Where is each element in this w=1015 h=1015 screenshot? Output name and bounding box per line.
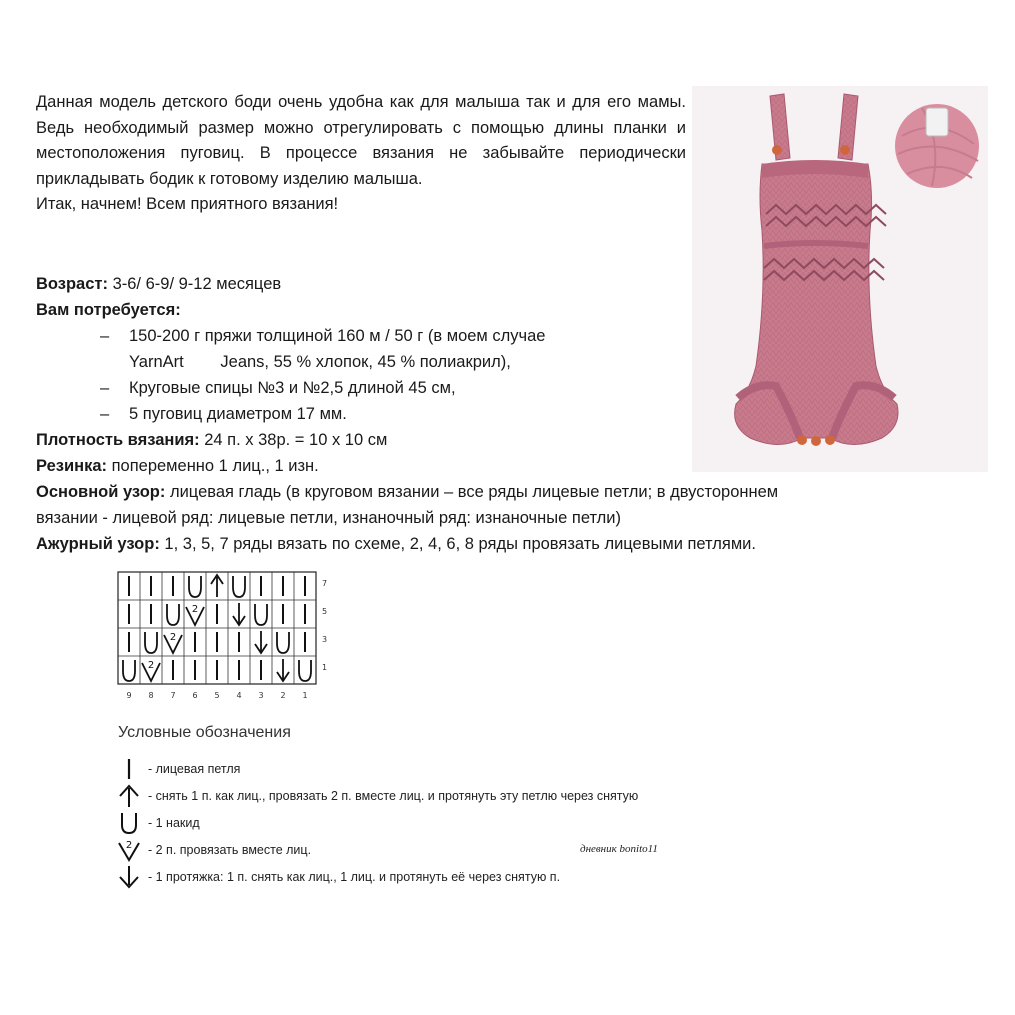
column-number: 3 xyxy=(258,691,264,700)
row-number: 1 xyxy=(322,663,328,672)
dash-marker: – xyxy=(100,405,110,423)
lace-chart xyxy=(112,568,352,705)
button xyxy=(797,435,807,445)
column-number: 4 xyxy=(236,691,242,700)
legend-text: - 2 п. провязать вместе лиц. xyxy=(148,843,312,857)
column-number: 5 xyxy=(214,691,220,700)
column-number: 1 xyxy=(302,691,308,700)
main-pattern-label: Основной узор: xyxy=(36,483,166,501)
dash-marker: – xyxy=(100,327,110,345)
chart-cell-k2tog xyxy=(186,604,204,625)
list-item: – 5 пуговиц диаметром 17 мм. xyxy=(36,401,986,427)
row-number: 5 xyxy=(322,607,328,616)
chart-cell-yo xyxy=(233,576,245,597)
density-label: Плотность вязания: xyxy=(36,431,200,449)
bodysuit-illustration xyxy=(692,86,988,472)
lace-chart-grid xyxy=(112,568,352,700)
intro-greeting: Итак, начнем! Всем приятного вязания! xyxy=(36,195,339,213)
list-item: YarnArt Jeans, 55 % хлопок, 45 % полиакрил), xyxy=(129,353,511,371)
chart-cell-yo xyxy=(167,604,179,625)
rib-label: Резинка: xyxy=(36,457,108,475)
chart-cell-yo xyxy=(277,632,289,653)
yarn-over-icon xyxy=(116,810,142,836)
svg-text:2: 2 xyxy=(169,632,177,643)
row-number: 7 xyxy=(322,579,328,588)
signature: дневник bonito11 xyxy=(580,843,658,855)
main-pattern-value-2: вязании - лицевой ряд: лицевые петли, изнаночный ряд: изнаночные петли) xyxy=(36,509,621,527)
legend-text: - 1 накид xyxy=(148,816,200,830)
main-pattern-row xyxy=(36,479,986,505)
list-item: – 150-200 г пряжи толщиной 160 м / 50 г (в моем случае xyxy=(36,323,986,349)
bodysuit-photo xyxy=(692,86,988,472)
button xyxy=(825,435,835,445)
svg-text:2: 2 xyxy=(191,604,199,615)
chart-cell-ssk xyxy=(277,659,289,681)
column-number: 6 xyxy=(192,691,198,700)
chart-cell-yo xyxy=(299,660,311,681)
chart-cell-yo xyxy=(255,604,267,625)
chart-cell-ssk xyxy=(255,631,267,653)
materials-label: Вам потребуется: xyxy=(36,301,181,319)
rib-value: попеременно 1 лиц., 1 изн. xyxy=(107,457,319,475)
column-number: 2 xyxy=(280,691,286,700)
svg-text:2: 2 xyxy=(125,840,133,851)
age-label: Возраст: xyxy=(36,275,108,293)
column-number: 8 xyxy=(148,691,154,700)
button xyxy=(811,436,821,446)
intro-paragraph: Данная модель детского боди очень удобна как для малыша так и для его мамы. Ведь необходимый размер можно отрегулировать с помощью длины планки и местоположения пуговиц. В процессе вязания не забывайте периодически прикладывать бодик к готовому изделию малыша. xyxy=(36,93,686,188)
chart-cell-ssk xyxy=(233,603,245,625)
density-value: 24 п. х 38р. = 10 х 10 см xyxy=(199,431,388,449)
button xyxy=(840,145,850,155)
lace-pattern-row xyxy=(36,531,986,557)
chart-cell-yo xyxy=(145,632,157,653)
column-number: 9 xyxy=(126,691,132,700)
k2tog-icon xyxy=(116,837,142,863)
arrow-up-icon xyxy=(116,783,142,809)
knit-stitch-icon xyxy=(116,756,142,782)
chart-cell-k2tog xyxy=(142,660,160,681)
chart-cell-s2p xyxy=(211,575,223,597)
lace-pattern-label: Ажурный узор: xyxy=(36,535,160,553)
list-item: – Круговые спицы №3 и №2,5 длиной 45 см, xyxy=(36,375,986,401)
main-pattern-value: лицевая гладь (в круговом вязании – все ряды лицевые петли; в двустороннем xyxy=(165,483,779,501)
legend-text: - лицевая петля xyxy=(148,762,241,776)
button xyxy=(772,145,782,155)
arrow-down-icon xyxy=(116,864,142,890)
legend-text: - снять 1 п. как лиц., провязать 2 п. вместе лиц. и протянуть эту петлю через снятую xyxy=(148,789,639,803)
age-value: 3-6/ 6-9/ 9-12 месяцев xyxy=(108,275,282,293)
main-pattern-row-2 xyxy=(36,505,986,531)
row-number: 3 xyxy=(322,635,328,644)
yarn-label xyxy=(926,108,948,136)
lace-pattern-value: 1, 3, 5, 7 ряды вязать по схеме, 2, 4, 6, 8 ряды провязать лицевыми петлями. xyxy=(159,535,756,553)
chart-cell-k2tog xyxy=(164,632,182,653)
column-number: 7 xyxy=(170,691,176,700)
legend-title: Условные обозначения xyxy=(118,724,291,741)
dash-marker: – xyxy=(100,379,110,397)
chart-cell-yo xyxy=(189,576,201,597)
intro-text xyxy=(36,90,686,218)
svg-text:2: 2 xyxy=(147,660,155,671)
legend-text: - 1 протяжка: 1 п. снять как лиц., 1 лиц. и протянуть её через снятую п. xyxy=(148,870,561,884)
chart-cell-yo xyxy=(123,660,135,681)
